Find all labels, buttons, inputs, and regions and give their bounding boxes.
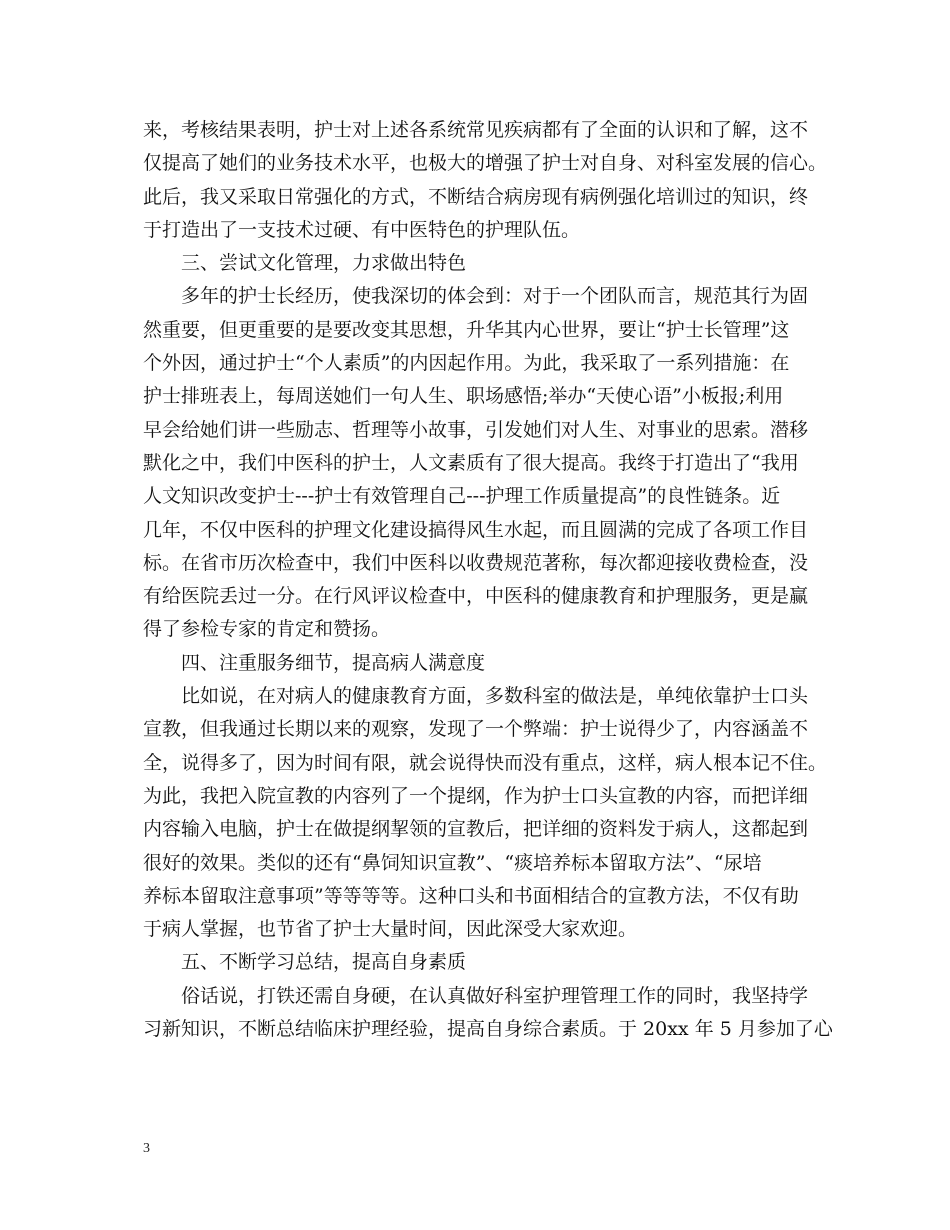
text-line: 默化之中，我们中医科的护士，人文素质有了很大提高。我终于打造出了“我用 — [143, 451, 799, 474]
text-line: 于病人掌握，也节省了护士大量时间，因此深受大家欢迎。 — [143, 918, 638, 941]
text-line: 内容输入电脑，护士在做提纲挈领的宣教后，把详细的资料发于病人，这都起到 — [143, 818, 809, 841]
text-line: 然重要，但更重要的是要改变其思想，升华其内心世界，要让“护士长管理”这 — [143, 318, 790, 341]
text-line: 宣教，但我通过长期以来的观察，发现了一个弊端：护士说得少了，内容涵盖不 — [143, 718, 809, 741]
text-line: 养标本留取注意事项”等等等等。这种口头和书面相结合的宣教方法，不仅有助 — [143, 884, 799, 907]
text-line: 全，说得多了，因为时间有限，就会说得快而没有重点，这样，病人根本记不住。 — [143, 751, 828, 774]
text-line: 很好的效果。类似的还有“鼻饲知识宣教”、“痰培养标本留取方法”、“尿培 — [143, 851, 762, 874]
text-line: 有给医院丢过一分。在行风评议检查中，中医科的健康教育和护理服务，更是赢 — [143, 585, 809, 608]
text-line: 个外因，通过护士“个人素质”的内因起作用。为此，我采取了一系列措施：在 — [143, 352, 790, 375]
text-line: 人文知识改变护士---护士有效管理自己---护理工作质量提高”的良性链条。近 — [143, 485, 781, 508]
section-heading: 三、尝试文化管理，力求做出特色 — [143, 252, 467, 275]
text-line: 几年，不仅中医科的护理文化建设搞得风生水起，而且圆满的完成了各项工作目 — [143, 518, 809, 541]
text-line: 早会给她们讲一些励志、哲理等小故事，引发她们对人生、对事业的思索。潜移 — [143, 418, 809, 441]
page-number: 3 — [143, 1141, 150, 1156]
text-line: 标。在省市历次检查中，我们中医科以收费规范著称，每次都迎接收费检查，没 — [143, 551, 809, 574]
text-line: 习新知识，不断总结临床护理经验，提高自身综合素质。于 20xx 年 5 月参加了心 — [143, 1018, 833, 1041]
text-line: 俗话说，打铁还需自身硬，在认真做好科室护理管理工作的同时，我坚持学 — [143, 984, 809, 1007]
text-line: 为此，我把入院宣教的内容列了一个提纲，作为护士口头宣教的内容，而把详细 — [143, 784, 809, 807]
text-line: 来，考核结果表明，护士对上述各系统常见疾病都有了全面的认识和了解，这不 — [143, 119, 809, 141]
section-heading: 四、注重服务细节，提高病人满意度 — [143, 651, 486, 674]
text-line: 比如说，在对病人的健康教育方面，多数科室的做法是，单纯依靠护士口头 — [143, 685, 809, 708]
text-line: 得了参检专家的肯定和赞扬。 — [143, 618, 391, 641]
text-line: 仅提高了她们的业务技术水平，也极大的增强了护士对自身、对科室发展的信心。 — [143, 152, 828, 175]
text-line: 多年的护士长经历，使我深切的体会到：对于一个团队而言，规范其行为固 — [143, 285, 809, 308]
text-line: 此后，我又采取日常强化的方式，不断结合病房现有病例强化培训过的知识，终 — [143, 185, 809, 208]
text-line: 护士排班表上，每周送她们一句人生、职场感悟;举办“天使心语”小板报;利用 — [143, 385, 784, 408]
body-text — [143, 114, 833, 1046]
section-heading: 五、不断学习总结，提高自身素质 — [143, 951, 467, 974]
text-line: 于打造出了一支技术过硬、有中医特色的护理队伍。 — [143, 218, 581, 241]
